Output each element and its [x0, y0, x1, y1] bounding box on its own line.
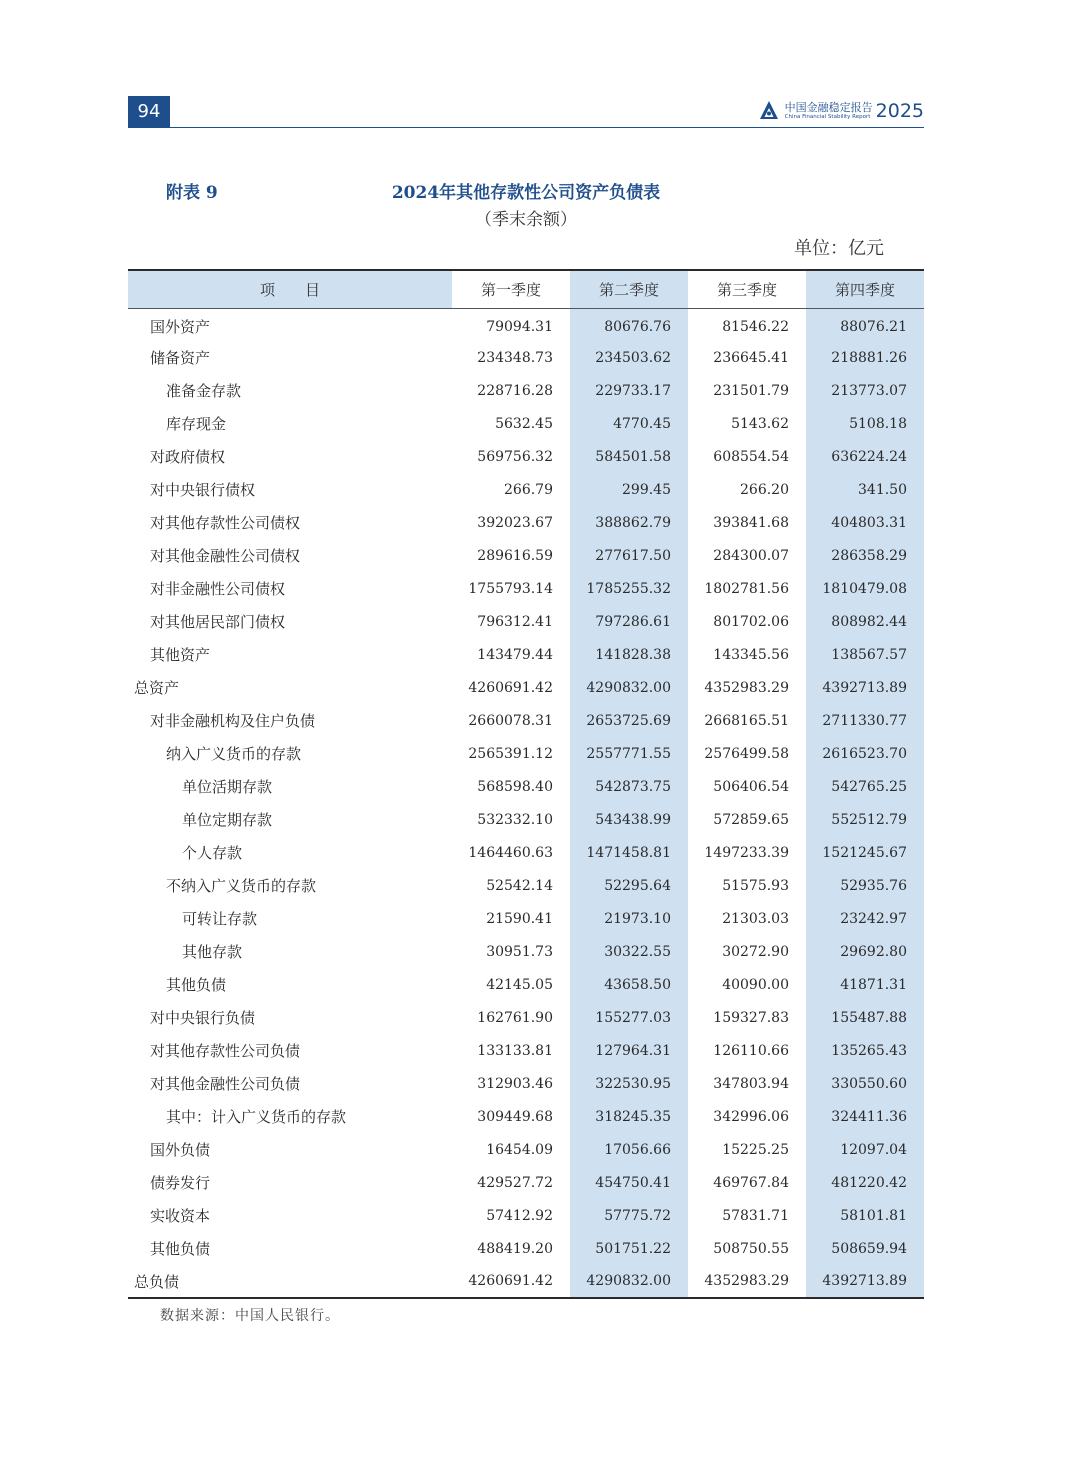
cell-q1: 266.79 — [504, 481, 553, 498]
cell-q1: 2565391.12 — [468, 745, 553, 762]
cell-q3: 15225.25 — [722, 1141, 789, 1158]
row-item-label: 库存现金 — [166, 415, 227, 433]
cell-q3: 342996.06 — [713, 1108, 789, 1125]
table-row — [128, 572, 924, 605]
cell-q4: 481220.42 — [806, 1166, 924, 1199]
row-item-label: 对其他金融性公司债权 — [150, 547, 301, 565]
cell-q2: 542873.75 — [570, 770, 688, 803]
cell-q1: 532332.10 — [477, 811, 553, 828]
cell-q1: 392023.67 — [477, 514, 553, 531]
table-row — [128, 770, 924, 803]
row-item-label: 个人存款 — [182, 844, 243, 862]
cell-q2: 388862.79 — [570, 506, 688, 539]
cell-q1: 162761.90 — [477, 1009, 553, 1026]
cell-q4: 155487.88 — [806, 1001, 924, 1034]
cell-q2: 277617.50 — [570, 539, 688, 572]
cell-q1: 228716.28 — [477, 382, 553, 399]
cell-q4: 324411.36 — [806, 1100, 924, 1133]
row-item-label: 债券发行 — [150, 1174, 211, 1192]
cell-q3: 266.20 — [740, 481, 789, 498]
row-item-label: 对非金融性公司债权 — [150, 580, 286, 598]
cell-q1: 796312.41 — [477, 613, 553, 630]
row-item-label: 国外负债 — [150, 1141, 211, 1159]
table-row — [128, 341, 924, 374]
cell-q2: 234503.62 — [570, 341, 688, 374]
cell-q4: 52935.76 — [806, 869, 924, 902]
column-header-q4: 第四季度 — [806, 270, 924, 308]
report-logo-icon — [757, 99, 781, 123]
table-row — [128, 1265, 924, 1298]
table-row — [128, 803, 924, 836]
row-item-label: 单位活期存款 — [182, 778, 273, 796]
cell-q2: 229733.17 — [570, 374, 688, 407]
row-item-label: 对其他存款性公司负债 — [150, 1042, 301, 1060]
cell-q3: 40090.00 — [722, 976, 789, 993]
page-number: 94 — [128, 96, 170, 128]
cell-q2: 21973.10 — [570, 902, 688, 935]
table-row — [128, 671, 924, 704]
cell-q1: 42145.05 — [486, 976, 553, 993]
report-brand — [757, 98, 924, 124]
cell-q2: 543438.99 — [570, 803, 688, 836]
column-header-q1: 第一季度 — [452, 270, 570, 308]
table-row — [128, 1133, 924, 1166]
cell-q4: 135265.43 — [806, 1034, 924, 1067]
brand-year: 2025 — [875, 100, 924, 122]
table-row — [128, 737, 924, 770]
cell-q2: 4290832.00 — [570, 1265, 688, 1298]
table-subtitle: （季末余额） — [475, 210, 577, 230]
cell-q4: 404803.31 — [806, 506, 924, 539]
cell-q3: 231501.79 — [713, 382, 789, 399]
cell-q1: 133133.81 — [477, 1042, 553, 1059]
cell-q1: 289616.59 — [477, 547, 553, 564]
cell-q1: 429527.72 — [477, 1174, 553, 1191]
cell-q3: 143345.56 — [713, 646, 789, 663]
cell-q3: 284300.07 — [713, 547, 789, 564]
table-title: 2024年其他存款性公司资产负债表 — [391, 183, 661, 203]
table-label: 附表 9 — [166, 183, 218, 203]
cell-q3: 5143.62 — [731, 415, 789, 432]
cell-q2: 4290832.00 — [570, 671, 688, 704]
cell-q1: 312903.46 — [477, 1075, 553, 1092]
cell-q4: 4392713.89 — [806, 671, 924, 704]
cell-q3: 801702.06 — [713, 613, 789, 630]
unit-label: 单位：亿元 — [794, 238, 884, 259]
table-row — [128, 836, 924, 869]
cell-q3: 57831.71 — [722, 1207, 789, 1224]
cell-q1: 30951.73 — [486, 943, 553, 960]
cell-q1: 568598.40 — [477, 778, 553, 795]
cell-q2: 318245.35 — [570, 1100, 688, 1133]
row-item-label: 其他负债 — [166, 976, 227, 994]
cell-q4: 29692.80 — [806, 935, 924, 968]
balance-sheet-table — [128, 269, 924, 1299]
cell-q2: 57775.72 — [570, 1199, 688, 1232]
table-row — [128, 869, 924, 902]
cell-q3: 506406.54 — [713, 778, 789, 795]
cell-q2: 52295.64 — [570, 869, 688, 902]
cell-q1: 21590.41 — [486, 910, 553, 927]
row-item-label: 总负债 — [134, 1272, 180, 1291]
brand-name-en: China Financial Stability Report — [784, 113, 871, 120]
row-item-label: 对其他存款性公司债权 — [150, 514, 301, 532]
cell-q3: 508750.55 — [713, 1240, 789, 1257]
table-row — [128, 1067, 924, 1100]
cell-q4: 552512.79 — [806, 803, 924, 836]
cell-q2: 299.45 — [570, 473, 688, 506]
cell-q3: 2576499.58 — [704, 745, 789, 762]
row-item-label: 储备资产 — [150, 349, 211, 367]
row-item-label: 对其他居民部门债权 — [150, 613, 286, 631]
cell-q1: 234348.73 — [477, 349, 553, 366]
cell-q2: 30322.55 — [570, 935, 688, 968]
cell-q3: 81546.22 — [722, 318, 789, 335]
cell-q1: 569756.32 — [477, 448, 553, 465]
table-row — [128, 1034, 924, 1067]
cell-q2: 584501.58 — [570, 440, 688, 473]
cell-q3: 126110.66 — [713, 1042, 789, 1059]
table-row — [128, 308, 924, 341]
cell-q1: 52542.14 — [486, 877, 553, 894]
cell-q2: 2557771.55 — [570, 737, 688, 770]
cell-q4: 218881.26 — [806, 341, 924, 374]
table-row — [128, 968, 924, 1001]
cell-q1: 79094.31 — [486, 318, 553, 335]
cell-q3: 30272.90 — [722, 943, 789, 960]
table-row — [128, 1232, 924, 1265]
cell-q3: 159327.83 — [713, 1009, 789, 1026]
row-item-label: 纳入广义货币的存款 — [166, 745, 302, 763]
table-row — [128, 1100, 924, 1133]
row-item-label: 可转让存款 — [182, 910, 258, 928]
table-row — [128, 407, 924, 440]
cell-q4: 5108.18 — [806, 407, 924, 440]
table-row — [128, 704, 924, 737]
table-row — [128, 638, 924, 671]
row-item-label: 对中央银行债权 — [150, 481, 256, 499]
cell-q3: 347803.94 — [713, 1075, 789, 1092]
table-header-row — [128, 270, 924, 308]
row-item-label: 实收资本 — [150, 1207, 211, 1225]
row-item-label: 对中央银行负债 — [150, 1009, 256, 1027]
cell-q4: 2711330.77 — [806, 704, 924, 737]
table-row — [128, 902, 924, 935]
row-item-label: 其他负债 — [150, 1240, 211, 1258]
row-item-label: 不纳入广义货币的存款 — [166, 877, 317, 895]
table-row — [128, 605, 924, 638]
row-item-label: 准备金存款 — [166, 382, 242, 400]
cell-q2: 17056.66 — [570, 1133, 688, 1166]
table-row — [128, 539, 924, 572]
cell-q3: 469767.84 — [713, 1174, 789, 1191]
cell-q2: 454750.41 — [570, 1166, 688, 1199]
header-rule — [128, 127, 924, 128]
cell-q4: 341.50 — [806, 473, 924, 506]
cell-q1: 2660078.31 — [468, 712, 553, 729]
table-row — [128, 1199, 924, 1232]
table-row — [128, 374, 924, 407]
cell-q4: 542765.25 — [806, 770, 924, 803]
table-row — [128, 440, 924, 473]
cell-q3: 2668165.51 — [704, 712, 789, 729]
table-row — [128, 1166, 924, 1199]
table-row — [128, 506, 924, 539]
cell-q4: 286358.29 — [806, 539, 924, 572]
cell-q2: 2653725.69 — [570, 704, 688, 737]
cell-q4: 58101.81 — [806, 1199, 924, 1232]
cell-q1: 57412.92 — [486, 1207, 553, 1224]
cell-q2: 797286.61 — [570, 605, 688, 638]
cell-q2: 127964.31 — [570, 1034, 688, 1067]
cell-q4: 2616523.70 — [806, 737, 924, 770]
table-row — [128, 473, 924, 506]
row-item-label: 对政府债权 — [150, 448, 226, 466]
brand-name-cn: 中国金融稳定报告 — [784, 100, 873, 114]
cell-q3: 4352983.29 — [704, 1273, 789, 1289]
cell-q2: 4770.45 — [570, 407, 688, 440]
cell-q4: 330550.60 — [806, 1067, 924, 1100]
row-item-label: 国外资产 — [150, 318, 211, 337]
cell-q1: 1464460.63 — [468, 844, 553, 861]
column-header-q2: 第二季度 — [570, 270, 688, 308]
cell-q4: 1521245.67 — [806, 836, 924, 869]
cell-q3: 572859.65 — [713, 811, 789, 828]
cell-q1: 143479.44 — [477, 646, 553, 663]
cell-q2: 1785255.32 — [570, 572, 688, 605]
row-item-label: 单位定期存款 — [182, 811, 273, 829]
cell-q3: 393841.68 — [713, 514, 789, 531]
cell-q4: 41871.31 — [806, 968, 924, 1001]
cell-q3: 4352983.29 — [704, 679, 789, 696]
cell-q3: 51575.93 — [722, 877, 789, 894]
table-row — [128, 1001, 924, 1034]
cell-q1: 5632.45 — [495, 415, 553, 432]
cell-q4: 12097.04 — [806, 1133, 924, 1166]
cell-q3: 1802781.56 — [704, 580, 789, 597]
cell-q1: 309449.68 — [477, 1108, 553, 1125]
cell-q3: 21303.03 — [722, 910, 789, 927]
cell-q1: 1755793.14 — [468, 580, 553, 597]
cell-q3: 236645.41 — [713, 349, 789, 366]
cell-q2: 501751.22 — [570, 1232, 688, 1265]
cell-q2: 1471458.81 — [570, 836, 688, 869]
cell-q1: 488419.20 — [477, 1240, 553, 1257]
cell-q4: 1810479.08 — [806, 572, 924, 605]
table-row — [128, 935, 924, 968]
cell-q3: 608554.54 — [713, 448, 789, 465]
cell-q1: 16454.09 — [486, 1141, 553, 1158]
cell-q1: 4260691.42 — [468, 679, 553, 696]
cell-q4: 88076.21 — [806, 308, 924, 341]
row-item-label: 总资产 — [134, 679, 180, 697]
cell-q4: 808982.44 — [806, 605, 924, 638]
cell-q4: 23242.97 — [806, 902, 924, 935]
cell-q2: 80676.76 — [570, 308, 688, 341]
data-source-note: 数据来源：中国人民银行。 — [160, 1308, 340, 1324]
cell-q1: 4260691.42 — [468, 1273, 553, 1289]
cell-q4: 508659.94 — [806, 1232, 924, 1265]
cell-q2: 43658.50 — [570, 968, 688, 1001]
row-item-label: 对其他金融性公司负债 — [150, 1075, 301, 1093]
row-item-label: 对非金融机构及住户负债 — [150, 712, 316, 730]
cell-q2: 322530.95 — [570, 1067, 688, 1100]
cell-q4: 636224.24 — [806, 440, 924, 473]
cell-q2: 155277.03 — [570, 1001, 688, 1034]
row-item-label: 其中：计入广义货币的存款 — [166, 1108, 347, 1126]
cell-q4: 138567.57 — [806, 638, 924, 671]
cell-q3: 1497233.39 — [704, 844, 789, 861]
column-header-item: 项 目 — [128, 270, 452, 308]
row-item-label: 其他存款 — [182, 943, 243, 961]
cell-q4: 213773.07 — [806, 374, 924, 407]
column-header-q3: 第三季度 — [688, 270, 806, 308]
cell-q4: 4392713.89 — [806, 1265, 924, 1298]
row-item-label: 其他资产 — [150, 646, 211, 664]
cell-q2: 141828.38 — [570, 638, 688, 671]
